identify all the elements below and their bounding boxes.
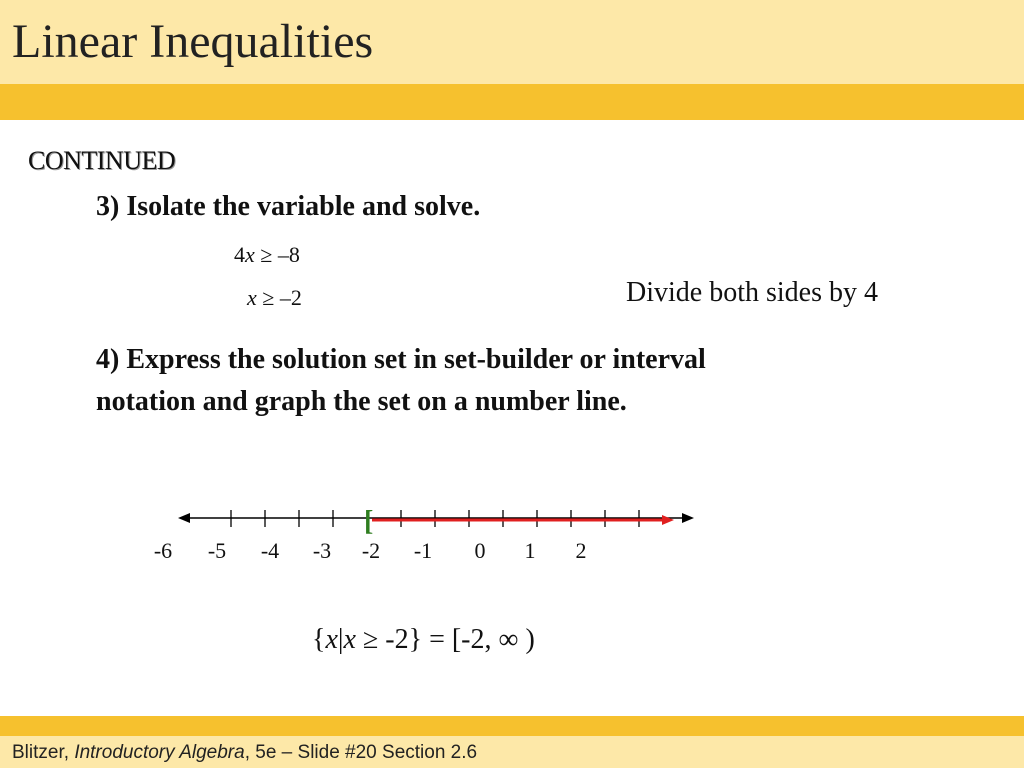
step-4-line-2: notation and graph the set on a number line.: [96, 386, 627, 417]
footer-rest: , 5e – Slide #20 Section 2.6: [244, 742, 478, 763]
tick-label: -3: [312, 538, 332, 563]
slide-title: Linear Inequalities: [12, 15, 374, 68]
tick-label: -5: [207, 538, 227, 563]
tick-label: 0: [474, 538, 486, 563]
divide-note: Divide both sides by 4: [626, 277, 878, 308]
slide-footer: [12, 742, 477, 764]
tick-label: -4: [260, 538, 280, 563]
set-open-brace: {: [312, 624, 326, 655]
tick-labels: [154, 538, 587, 563]
tick-label: -6: [153, 538, 173, 563]
tick-label: 1: [524, 538, 536, 563]
set-bar: |: [337, 624, 344, 655]
equation-1-rel: ≥: [260, 242, 273, 267]
solution-arrow-icon: [662, 515, 674, 525]
equation-1-rhs: –8: [277, 242, 300, 267]
equation-2-rel: ≥: [262, 285, 275, 310]
right-arrow-icon: [682, 513, 694, 523]
set-relation: ≥ -2} = [-2,: [362, 624, 492, 655]
footer-accent-bar: [0, 716, 1024, 736]
footer-book: Introductory Algebra: [74, 742, 245, 763]
step-3-text: 3) Isolate the variable and solve.: [96, 191, 481, 222]
step-4-line-1: 4) Express the solution set in set-builder or interval: [96, 344, 706, 375]
tick-label: -1: [413, 538, 433, 563]
set-notation: [312, 624, 535, 656]
equation-1-coef: 4: [234, 242, 245, 267]
set-var-1: x: [325, 624, 338, 655]
equation-1-var: x: [245, 242, 255, 267]
footer-author: Blitzer,: [12, 742, 70, 763]
equation-2-var: x: [247, 285, 257, 310]
set-var-2: x: [343, 624, 356, 655]
closed-bracket: [: [364, 506, 374, 537]
continued-label: CONTINUED: [28, 146, 176, 175]
infinity-symbol: ∞: [498, 624, 519, 655]
set-close-paren: ): [525, 624, 535, 655]
tick-label: -2: [361, 538, 381, 563]
left-arrow-icon: [178, 513, 190, 523]
equation-2-rhs: –2: [279, 285, 302, 310]
tick-label: 2: [575, 538, 587, 563]
